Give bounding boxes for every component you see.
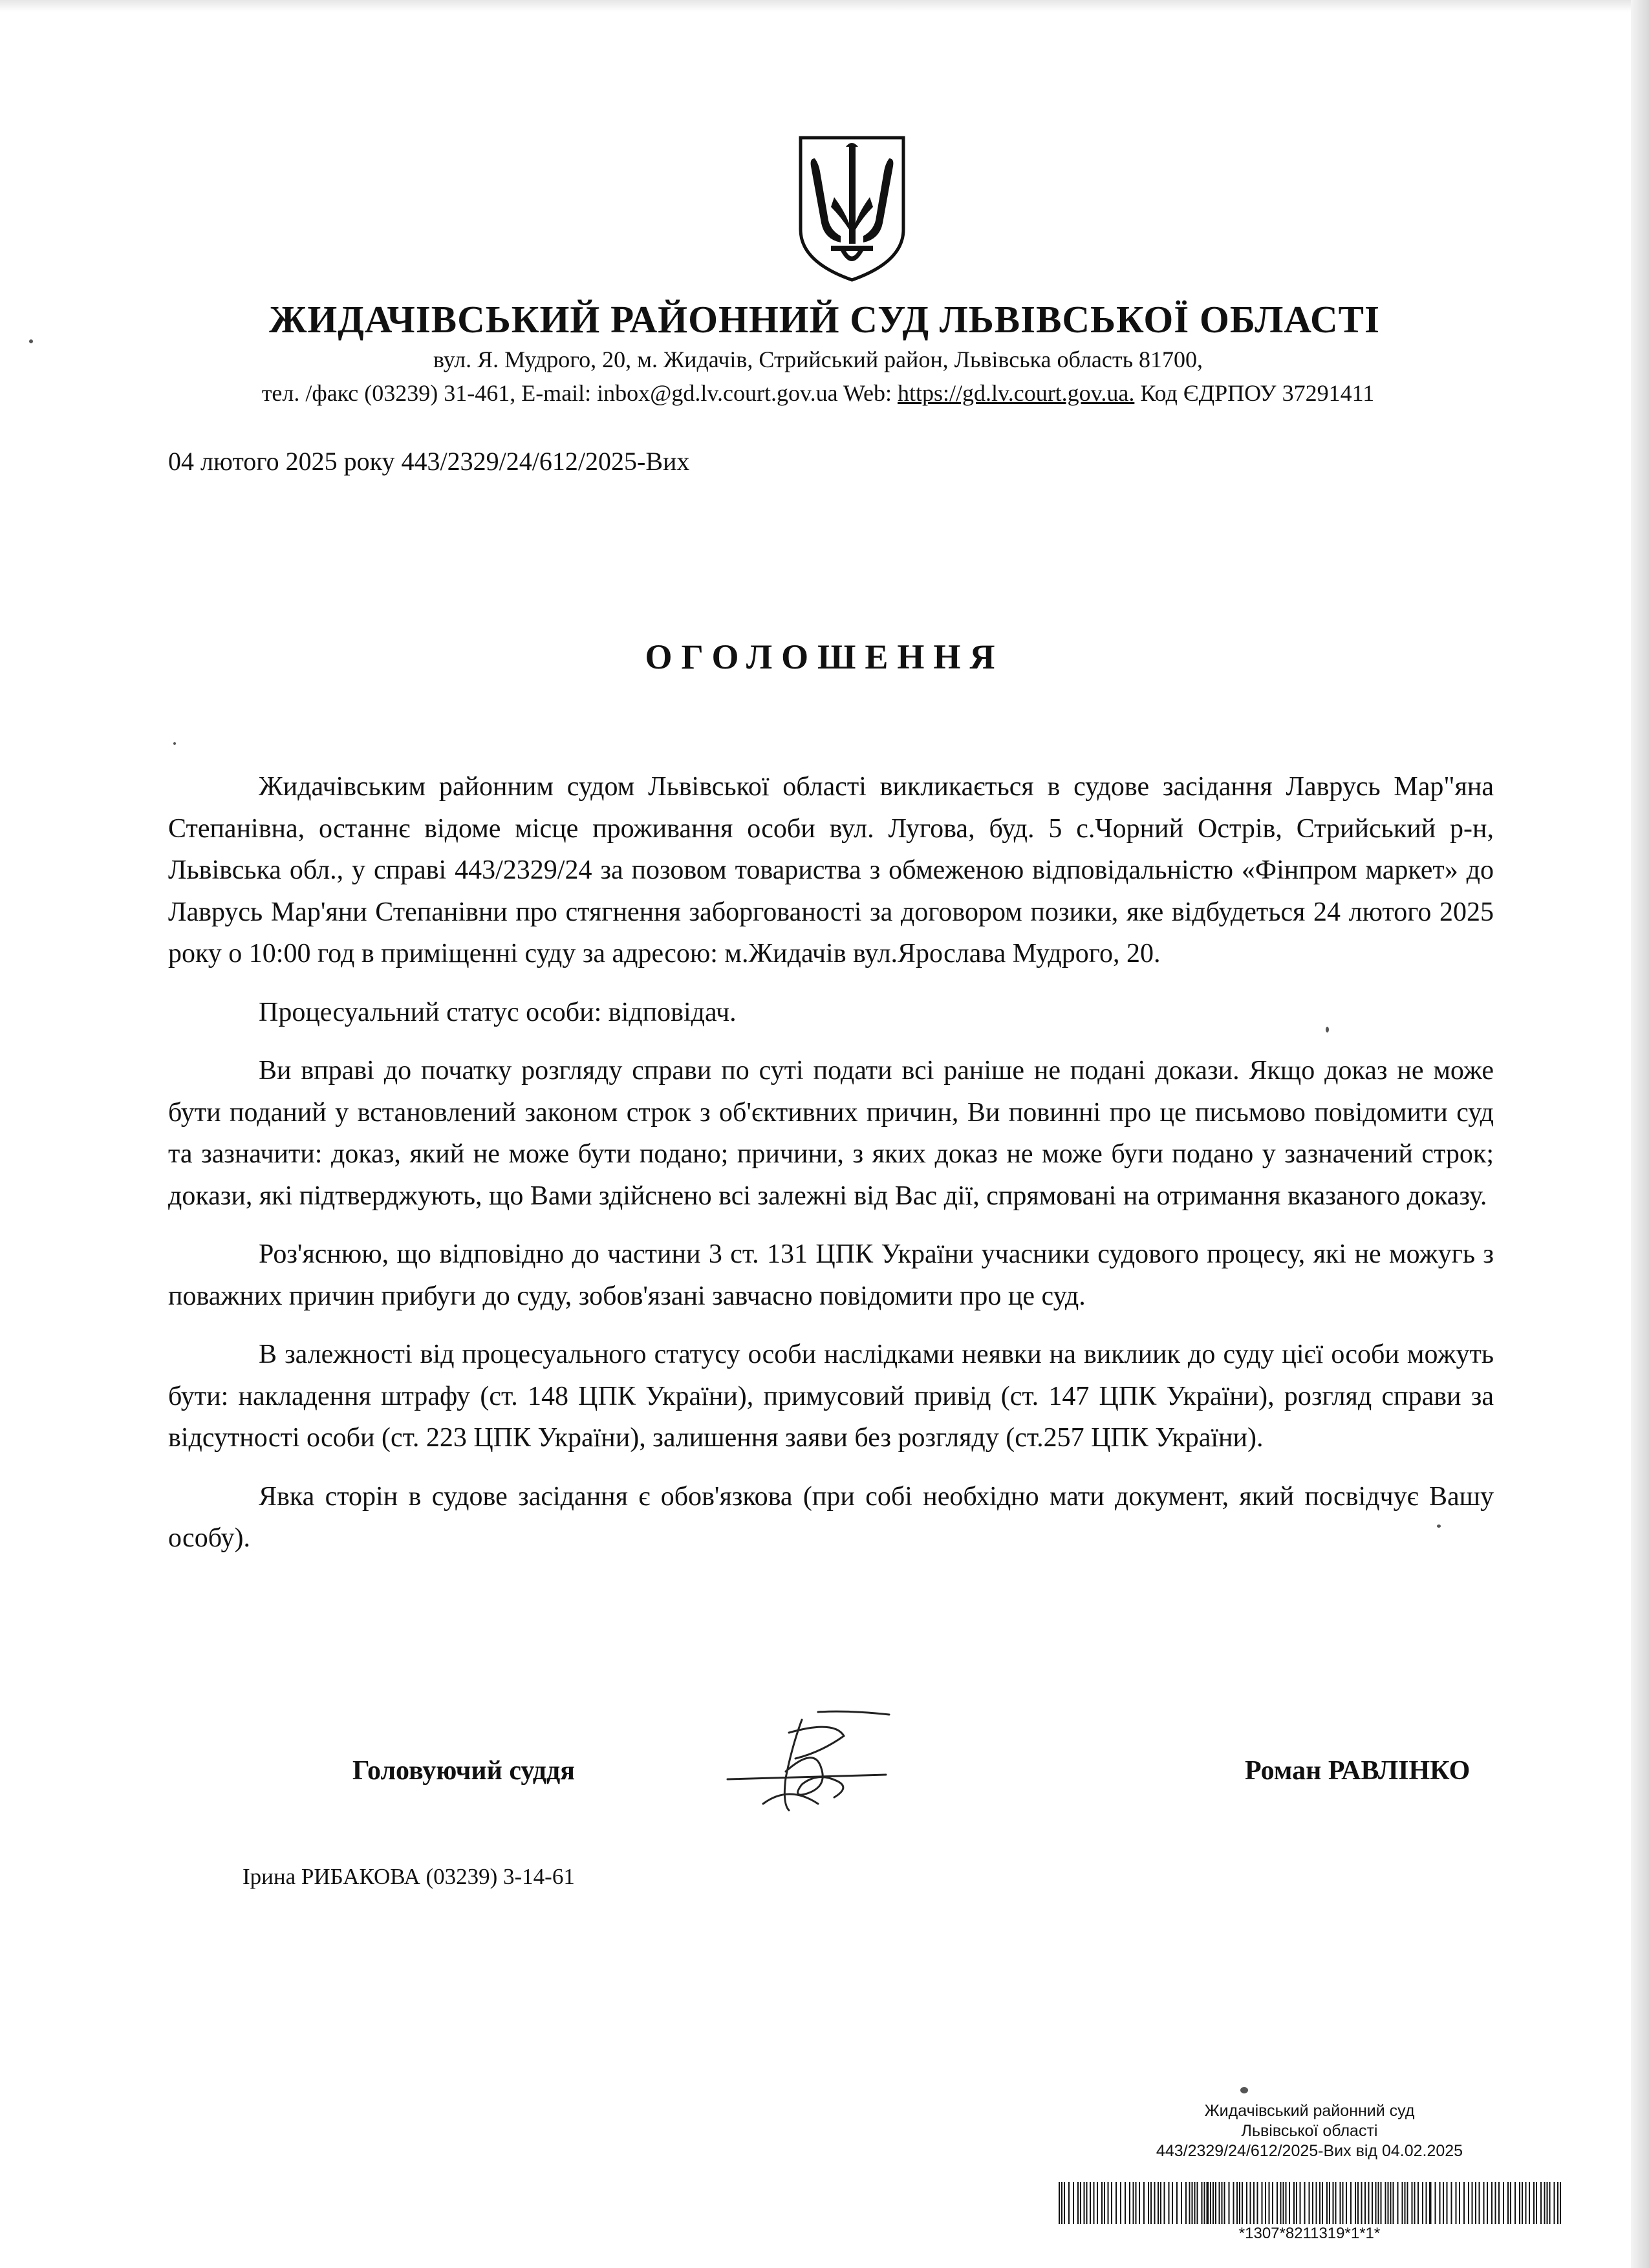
- barcode-bar: [1475, 2182, 1476, 2224]
- barcode-bar: [1158, 2182, 1159, 2224]
- barcode-bar: [1204, 2182, 1205, 2224]
- paragraph-status: Процесуальний статус особи: відповідач.: [259, 997, 737, 1027]
- barcode-bar: [1097, 2182, 1098, 2224]
- barcode-bar: [1388, 2182, 1389, 2224]
- barcode-bar: [1346, 2182, 1347, 2224]
- barcode-bar: [1192, 2182, 1193, 2224]
- barcode-bar: [1242, 2182, 1243, 2224]
- barcode-bar: [1250, 2182, 1251, 2224]
- court-address: вул. Я. Мудрого, 20, м. Жидачів, Стрийський район, Львівська область 81700,: [433, 347, 1203, 372]
- barcode-bar: [1525, 2182, 1527, 2224]
- scan-speck: [29, 339, 33, 343]
- court-website-link[interactable]: https://gd.lv.court.gov.ua.: [898, 380, 1135, 406]
- barcode-bar: [1560, 2182, 1561, 2224]
- barcode-bar: [1077, 2182, 1079, 2224]
- barcode-bar: [1405, 2182, 1406, 2224]
- barcode-bar: [1487, 2182, 1488, 2224]
- barcode-bar: [1549, 2182, 1551, 2224]
- signatory-position: Головуючий суддя: [352, 1756, 575, 1786]
- barcode-bar: [1372, 2182, 1373, 2224]
- barcode-bar: [1557, 2182, 1558, 2224]
- barcode-bar: [1340, 2182, 1341, 2224]
- barcode-bar: [1368, 2182, 1370, 2224]
- barcode-bar: [1514, 2182, 1516, 2224]
- barcode-bar: [1381, 2182, 1382, 2224]
- barcode-bar: [1536, 2182, 1537, 2224]
- barcode-bar: [1385, 2182, 1386, 2224]
- barcode-bar: [1468, 2182, 1469, 2224]
- barcode-bar: [1319, 2182, 1320, 2224]
- barcode-bar: [1215, 2182, 1216, 2224]
- barcode-text: *1307*8211319*1*1*: [1238, 2225, 1381, 2242]
- contact-phone-email: тел. /факс (03239) 31-461, E-mail: inbox@gd.lv.court.gov.ua Web:: [261, 380, 898, 406]
- barcode-bar: [1272, 2182, 1273, 2224]
- registration-number: 443/2329/24/612/2025-Вих від 04.02.2025: [1156, 2142, 1463, 2160]
- barcode-bar: [1463, 2182, 1465, 2224]
- barcode-bar: [1061, 2182, 1062, 2224]
- barcode-bar: [1176, 2182, 1178, 2224]
- barcode: [1057, 2182, 1563, 2224]
- barcode-bar: [1429, 2182, 1432, 2224]
- barcode-bar: [1375, 2182, 1377, 2224]
- executor-contact: Ірина РИБАКОВА (03239) 3-14-61: [242, 1864, 575, 1889]
- barcode-bar: [1342, 2182, 1344, 2224]
- barcode-bar: [1498, 2182, 1500, 2224]
- registration-region: Львівської області: [1241, 2122, 1378, 2140]
- barcode-bar: [1286, 2182, 1287, 2224]
- barcode-bar: [1316, 2182, 1317, 2224]
- barcode-bar: [1143, 2182, 1145, 2224]
- barcode-bar: [1357, 2182, 1359, 2224]
- barcode-bar: [1104, 2182, 1105, 2224]
- barcode-bar: [1378, 2182, 1379, 2224]
- barcode-bar: [1194, 2182, 1196, 2224]
- barcode-bar: [1262, 2182, 1263, 2224]
- barcode-bar: [1120, 2182, 1121, 2224]
- barcode-bar: [1439, 2182, 1441, 2224]
- barcode-bar: [1390, 2182, 1392, 2224]
- barcode-bar: [1554, 2182, 1555, 2224]
- barcode-bar: [1335, 2182, 1337, 2224]
- barcode-bar: [1111, 2182, 1112, 2224]
- barcode-bar: [1154, 2182, 1156, 2224]
- barcode-bar: [1219, 2182, 1220, 2224]
- barcode-bar: [1312, 2182, 1313, 2224]
- barcode-bar: [1197, 2182, 1198, 2224]
- barcode-bar: [1540, 2182, 1542, 2224]
- barcode-bar: [1447, 2182, 1448, 2224]
- barcode-bar: [1547, 2182, 1548, 2224]
- barcode-bar: [1080, 2182, 1081, 2224]
- barcode-bar: [1125, 2182, 1126, 2224]
- barcode-bar: [1422, 2182, 1423, 2224]
- barcode-bar: [1224, 2182, 1225, 2224]
- barcode-bar: [1300, 2182, 1301, 2224]
- barcode-bar: [1253, 2182, 1255, 2224]
- paragraph-notice: Роз'яснюю, що відповідно до частини 3 ст. 131 ЦПК України учасники судового процесу, які не можугь з поважних причин прибуги до суду, зобов'язані завчасно повідомити про це суд.: [168, 1239, 1494, 1311]
- barcode-bar: [1293, 2182, 1295, 2224]
- barcode-bar: [1090, 2182, 1091, 2224]
- barcode-bar: [1510, 2182, 1511, 2224]
- announcement-body: [168, 766, 1494, 1576]
- scan-edge-top: [0, 0, 1631, 12]
- barcode-bar: [1296, 2182, 1297, 2224]
- barcode-bar: [1533, 2182, 1535, 2224]
- barcode-bar: [1164, 2182, 1165, 2224]
- barcode-bar: [1212, 2182, 1214, 2224]
- outgoing-number: 04 лютого 2025 року 443/2329/24/612/2025-Вих: [168, 447, 690, 476]
- barcode-bar: [1529, 2182, 1530, 2224]
- barcode-bar: [1495, 2182, 1496, 2224]
- barcode-bar: [1139, 2182, 1140, 2224]
- barcode-bar: [1280, 2182, 1282, 2224]
- barcode-bar: [1289, 2182, 1290, 2224]
- barcode-bar: [1414, 2182, 1416, 2224]
- barcode-bar: [1136, 2182, 1137, 2224]
- barcode-bar: [1304, 2182, 1306, 2224]
- barcode-bar: [1522, 2182, 1523, 2224]
- barcode-bar: [1073, 2182, 1074, 2224]
- paragraph-evidence: Ви вправі до початку розгляду справи по суті подати всі раніше не подані докази. Якщо доказ не може бути поданий у встановлений законом строк з об'єктивних причин, Ви повинні про це письмово повідомити суд та зазначити: доказ, який не може бути подано; причини, з яких доказ не може буги подано у зазначений строк; докази, які підтверджують, що Вами здійснено всі залежні від Вас дії, спрямовані на отримання вказаного доказу.: [168, 1056, 1494, 1211]
- barcode-bar: [1329, 2182, 1330, 2224]
- barcode-bar: [1364, 2182, 1366, 2224]
- court-contacts: [0, 380, 1636, 407]
- scan-speck: [173, 742, 176, 745]
- barcode-bar: [1435, 2182, 1436, 2224]
- barcode-bar: [1064, 2182, 1065, 2224]
- barcode-bar: [1397, 2182, 1399, 2224]
- barcode-bar: [1101, 2182, 1103, 2224]
- barcode-bar: [1361, 2182, 1363, 2224]
- scan-speck: [1240, 2087, 1248, 2093]
- barcode-bar: [1412, 2182, 1413, 2224]
- barcode-bar: [1491, 2182, 1493, 2224]
- paragraph-attendance: Явка сторін в судове засідання є обов'язкова (при собі необхідно мати документ, який посвідчує Вашу особу).: [168, 1481, 1494, 1553]
- barcode-bar: [1257, 2182, 1258, 2224]
- document-title: ОГОЛОШЕННЯ: [645, 637, 1004, 676]
- barcode-bar: [1333, 2182, 1334, 2224]
- barcode-bar: [1148, 2182, 1149, 2224]
- barcode-bar: [1443, 2182, 1444, 2224]
- barcode-bar: [1246, 2182, 1247, 2224]
- barcode-bar: [1059, 2182, 1060, 2224]
- barcode-bar: [1202, 2182, 1203, 2224]
- barcode-bar: [1086, 2182, 1088, 2224]
- barcode-bar: [1483, 2182, 1485, 2224]
- barcode-bar: [1222, 2182, 1223, 2224]
- barcode-bar: [1355, 2182, 1356, 2224]
- barcode-bar: [1519, 2182, 1520, 2224]
- scan-speck: [1437, 1524, 1441, 1528]
- barcode-bar: [1507, 2182, 1509, 2224]
- barcode-bar: [1185, 2182, 1187, 2224]
- barcode-bar: [1309, 2182, 1310, 2224]
- barcode-bar: [1233, 2182, 1234, 2224]
- barcode-bar: [1472, 2182, 1473, 2224]
- barcode-bar: [1402, 2182, 1403, 2224]
- barcode-bar: [1326, 2182, 1328, 2224]
- barcode-bar: [1269, 2182, 1270, 2224]
- barcode-bar: [1451, 2182, 1452, 2224]
- barcode-bar: [1160, 2182, 1161, 2224]
- barcode-bar: [1207, 2182, 1209, 2224]
- paragraph-consequences: В залежності від процесуального статусу особи наслідками неявки на виклиик до суду цієї особи можуть бути: накладення штрафу (ст. 148 ЦПК України), примусовий привід (ст. 147 ЦПК України), розгляд справи за відсутності особи (ст. 223 ЦПК України), залишення заяви без розгляду (ст.257 ЦПК України).: [168, 1340, 1494, 1453]
- barcode-bar: [1236, 2182, 1238, 2224]
- barcode-bar: [1210, 2182, 1211, 2224]
- barcode-bar: [1350, 2182, 1352, 2224]
- edrpou-code: Код ЄДРПОУ 37291411: [1134, 380, 1375, 406]
- barcode-bar: [1265, 2182, 1266, 2224]
- barcode-bar: [1116, 2182, 1117, 2224]
- barcode-bar: [1169, 2182, 1170, 2224]
- barcode-bar: [1456, 2182, 1457, 2224]
- barcode-bar: [1133, 2182, 1134, 2224]
- barcode-bar: [1229, 2182, 1230, 2224]
- barcode-bar: [1068, 2182, 1070, 2224]
- barcode-bar: [1129, 2182, 1130, 2224]
- barcode-bar: [1172, 2182, 1173, 2224]
- registration-court: Жидачівський районний суд: [1204, 2102, 1415, 2120]
- registration-stamp: [1073, 2101, 1546, 2161]
- handwritten-signature: [724, 1707, 892, 1817]
- barcode-bar: [1459, 2182, 1460, 2224]
- signatory-name: Роман РАВЛІНКО: [1245, 1756, 1471, 1786]
- barcode-bar: [1084, 2182, 1085, 2224]
- scan-speck: [1326, 1027, 1329, 1032]
- barcode-bar: [1426, 2182, 1427, 2224]
- barcode-bar: [1189, 2182, 1191, 2224]
- barcode-bar: [1417, 2182, 1419, 2224]
- paragraph-summons: Жидачівським районним судом Львівської області викликається в судове засідання Лаврусь Мар"яна Степанівна, останнє відоме місце проживання особи вул. Лугова, буд. 5 с.Чорний Острів, Стрийський р-н, Львівська обл., у справі 443/2329/24 за позовом товариства з обмеженою відповідальністю «Фінпром маркет» до Лаврусь Мар'яни Степанівни про стягнення заборгованості за договором позики, яке відбудеться 24 лютого 2025 року о 10:00 год в приміщенні суду за адресою: м.Жидачів вул.Ярослава Мудрого, 20.: [168, 772, 1494, 968]
- barcode-bar: [1277, 2182, 1278, 2224]
- barcode-bar: [1108, 2182, 1109, 2224]
- barcode-bar: [1407, 2182, 1408, 2224]
- barcode-bar: [1503, 2182, 1504, 2224]
- barcode-bar: [1181, 2182, 1182, 2224]
- trident-emblem-icon: [795, 133, 909, 284]
- barcode-bar: [1150, 2182, 1152, 2224]
- barcode-bar: [1544, 2182, 1546, 2224]
- barcode-bar: [1239, 2182, 1240, 2224]
- barcode-bar: [1283, 2182, 1284, 2224]
- barcode-bar: [1094, 2182, 1095, 2224]
- barcode-bar: [1479, 2182, 1480, 2224]
- court-name: ЖИДАЧІВСЬКИЙ РАЙОННИЙ СУД ЛЬВІВСЬКОЇ ОБЛАСТІ: [269, 298, 1380, 341]
- barcode-bar: [1393, 2182, 1394, 2224]
- barcode-bar: [1322, 2182, 1323, 2224]
